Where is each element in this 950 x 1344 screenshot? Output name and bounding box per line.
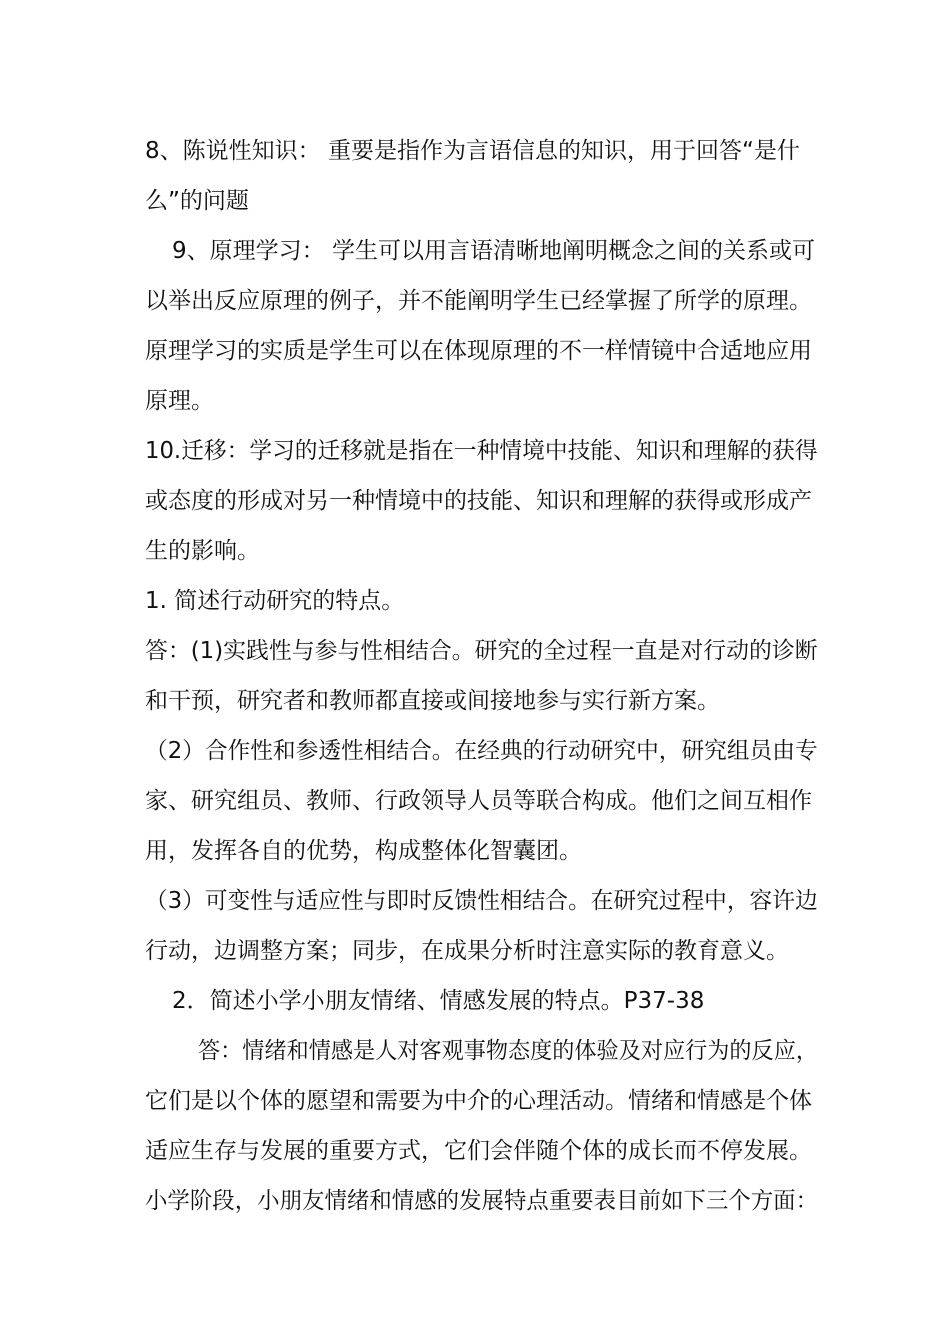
text-line: 以举出反应原理的例子，并不能阐明学生已经掌握了所学的原理。 <box>145 288 812 314</box>
text-line: 原理学习的实质是学生可以在体现原理的不一样情镜中合适地应用 <box>145 338 812 364</box>
text-line: （3）可变性与适应性与即时反馈性相结合。在研究过程中，容许边 <box>145 888 818 914</box>
text-line: （2）合作性和参透性相结合。在经典的行动研究中，研究组员由专 <box>145 738 818 764</box>
text-line: 小学阶段，小朋友情绪和情感的发展特点重要表目前如下三个方面： <box>145 1188 819 1214</box>
text-line: 么”的问题 <box>145 188 249 214</box>
text-line: 10.迁移：学习的迁移就是指在一种情境中技能、知识和理解的获得 <box>145 438 818 464</box>
text-line: 答：(1)实践性与参与性相结合。研究的全过程一直是对行动的诊断 <box>145 638 818 664</box>
text-line: 答：情绪和情感是人对客观事物态度的体验及对应行为的反应， <box>198 1038 818 1064</box>
text-line: 生的影响。 <box>145 538 260 564</box>
text-line: 2．简述小学小朋友情绪、情感发展的特点。P37-38 <box>172 988 705 1014</box>
text-line: 用，发挥各自的优势，构成整体化智囊团。 <box>145 838 582 864</box>
text-line: 8、陈说性知识： 重要是指作为言语信息的知识，用于回答“是什 <box>145 138 800 164</box>
text-line: 1. 简述行动研究的特点。 <box>145 588 405 614</box>
text-line: 原理。 <box>145 388 214 414</box>
text-line: 适应生存与发展的重要方式，它们会伴随个体的成长而不停发展。 <box>145 1138 812 1164</box>
text-line: 或态度的形成对另一种情境中的技能、知识和理解的获得或形成产 <box>145 488 812 514</box>
text-line: 行动，边调整方案；同步，在成果分析时注意实际的教育意义。 <box>145 938 789 964</box>
text-line: 它们是以个体的愿望和需要为中介的心理活动。情绪和情感是个体 <box>145 1088 812 1114</box>
text-line: 9、原理学习： 学生可以用言语清晰地阐明概念之间的关系或可 <box>172 238 815 264</box>
text-line: 和干预，研究者和教师都直接或间接地参与实行新方案。 <box>145 688 720 714</box>
text-line: 家、研究组员、教师、行政领导人员等联合构成。他们之间互相作 <box>145 788 812 814</box>
